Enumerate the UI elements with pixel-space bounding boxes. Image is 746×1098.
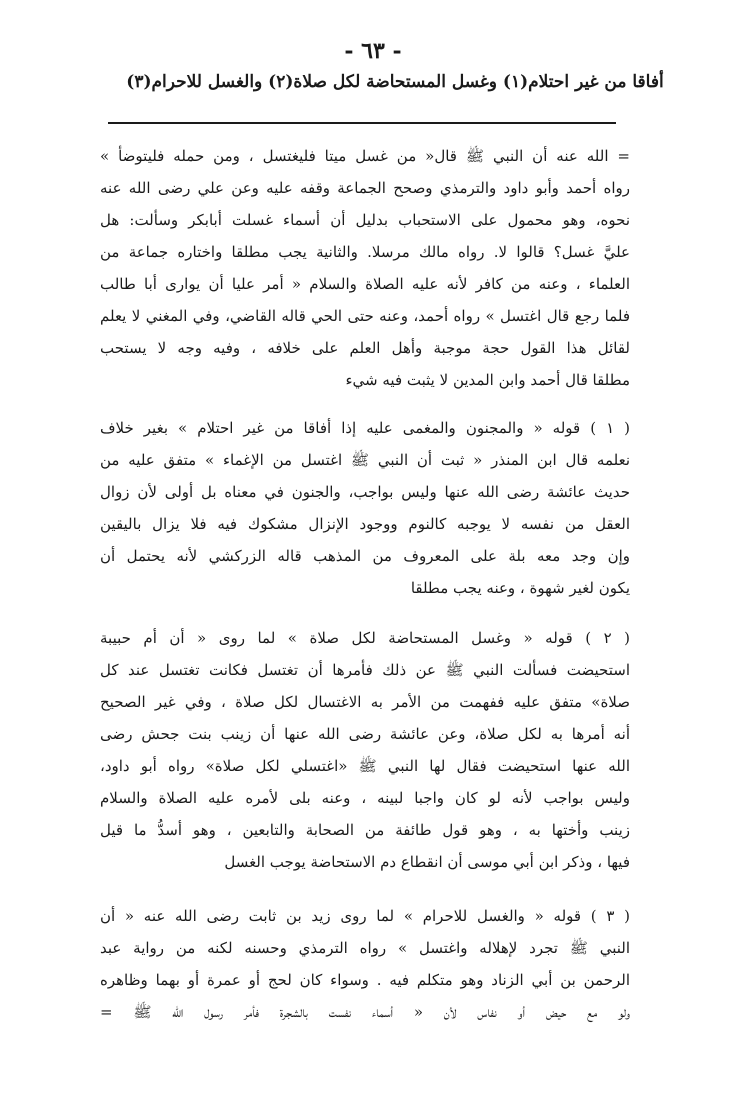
text-line: لقائل هذا القول حجة موجبة وأهل العلم على خلافه ، وفيه وجه لا يستحب xyxy=(100,339,630,357)
text-line: يكون لغير شهوة ، وعنه يجب مطلقا xyxy=(410,579,630,597)
text-line: = الله عنه أن النبي ﷺ قال« من غسل ميتا فليغتسل ، ومن حمله فليتوضأ » xyxy=(100,147,630,165)
text-line: أنه أمرها به لكل صلاة، وعن عائشة رضى الله عنها أن زينب بنت جحش رضى xyxy=(100,725,630,743)
text-line: فيها ، وذكر ابن أبي موسى أن انقطاع دم الاستحاضة يوجب الغسل xyxy=(224,853,630,871)
paragraph-continued-text xyxy=(100,140,630,396)
footnote-2 xyxy=(100,622,630,878)
text-line: فلما رجع قال اغتسل » رواه أحمد، وعنه حتى الحي قاله القاضي، وفي المغني لا يعلم xyxy=(100,307,630,325)
text-line: مطلقا قال أحمد وابن المدين لا يثبت فيه شيء xyxy=(345,371,630,389)
text-line: وإن وجد معه بلة على المعروف من المذهب قاله الزركشي لأنه يحتمل أن xyxy=(100,547,630,565)
text-line: رواه أحمد وأبو داود والترمذي وصحح الجماعة وقفه عليه وعن علي رضى الله عنه xyxy=(100,179,630,197)
text-line: العلماء ، وعنه من كافر لأنه عليه الصلاة والسلام « أمر عليا أن يوارى أبا طالب xyxy=(100,275,630,293)
text-line: ولو مع حيض أو نفاس لأن « أسماء نفست بالشجرة فأمر رسول الله ﷺ = xyxy=(100,1003,630,1021)
text-line: صلاة» متفق عليه ففهمت من الأمر به الاغتسال لكل صلاة ، وفي غير الصحيح xyxy=(100,693,630,711)
text-line: استحيضت فسألت النبي ﷺ عن ذلك فأمرها أن تغتسل فكانت تغتسل عند كل xyxy=(100,661,630,679)
text-line: وليس بواجب لأنه لو كان واجبا لبينه ، وعنه بلى لأمره عليه الصلاة والسلام xyxy=(100,789,630,807)
text-line: نعلمه قال ابن المنذر « ثبت أن النبي ﷺ اغتسل من الإغماء » متفق عليه من xyxy=(100,451,630,469)
footnote-3 xyxy=(100,900,630,1028)
text-line: عليَّ غسل؟ قالوا لا. رواه مالك مرسلا. والثانية يجب مطلقا واختاره جماعة من xyxy=(100,243,630,261)
text-line: الرحمن بن أبي الزناد وهو متكلم فيه . وسواء كان لحج أو عمرة أو بهما وظاهره xyxy=(100,971,630,989)
text-line: ( ٢ ) قوله « وغسل المستحاضة لكل صلاة » لما روى « أن أم حبيبة xyxy=(100,629,630,647)
text-line: الله عنها استحيضت فقال لها النبي ﷺ «اغتسلي لكل صلاة» رواه أبو داود، xyxy=(100,757,630,775)
text-line: النبي ﷺ تجرد لإهلاله واغتسل » رواه الترمذي وحسنه لكنه من رواية عبد xyxy=(100,939,630,957)
text-line: ( ١ ) قوله « والمجنون والمغمى عليه إذا أفاقا من غير احتلام » بغير خلاف xyxy=(100,419,630,437)
running-head: أفاقا من غير احتلام(١) وغسل المستحاضة لكل صلاة(٢) والغسل للاحرام(٣) xyxy=(126,72,664,92)
page-number: - ٦٣ - xyxy=(344,38,402,64)
text-line: حديث عائشة رضى الله عنها وليس بواجب، والجنون في معناه بل أولى لأن زوال xyxy=(100,483,630,501)
text-line: ( ٣ ) قوله « والغسل للاحرام » لما روى زيد بن ثابت رضى الله عنه « أن xyxy=(100,907,630,925)
header-rule xyxy=(108,122,616,124)
text-line: زينب وأختها به ، وهو قول طائفة من الصحابة والتابعين ، وهو أسدُّ ما قيل xyxy=(100,821,630,839)
footnote-1 xyxy=(100,412,630,604)
text-line: العقل من نفسه لا يوجبه كالنوم ووجود الإنزال مشكوك فيه فلا يزال باليقين xyxy=(100,515,630,533)
text-line: نحوه، وهو محمول على الاستحباب بدليل أن أسماء غسلت أبابكر وسألت: هل xyxy=(100,211,630,229)
